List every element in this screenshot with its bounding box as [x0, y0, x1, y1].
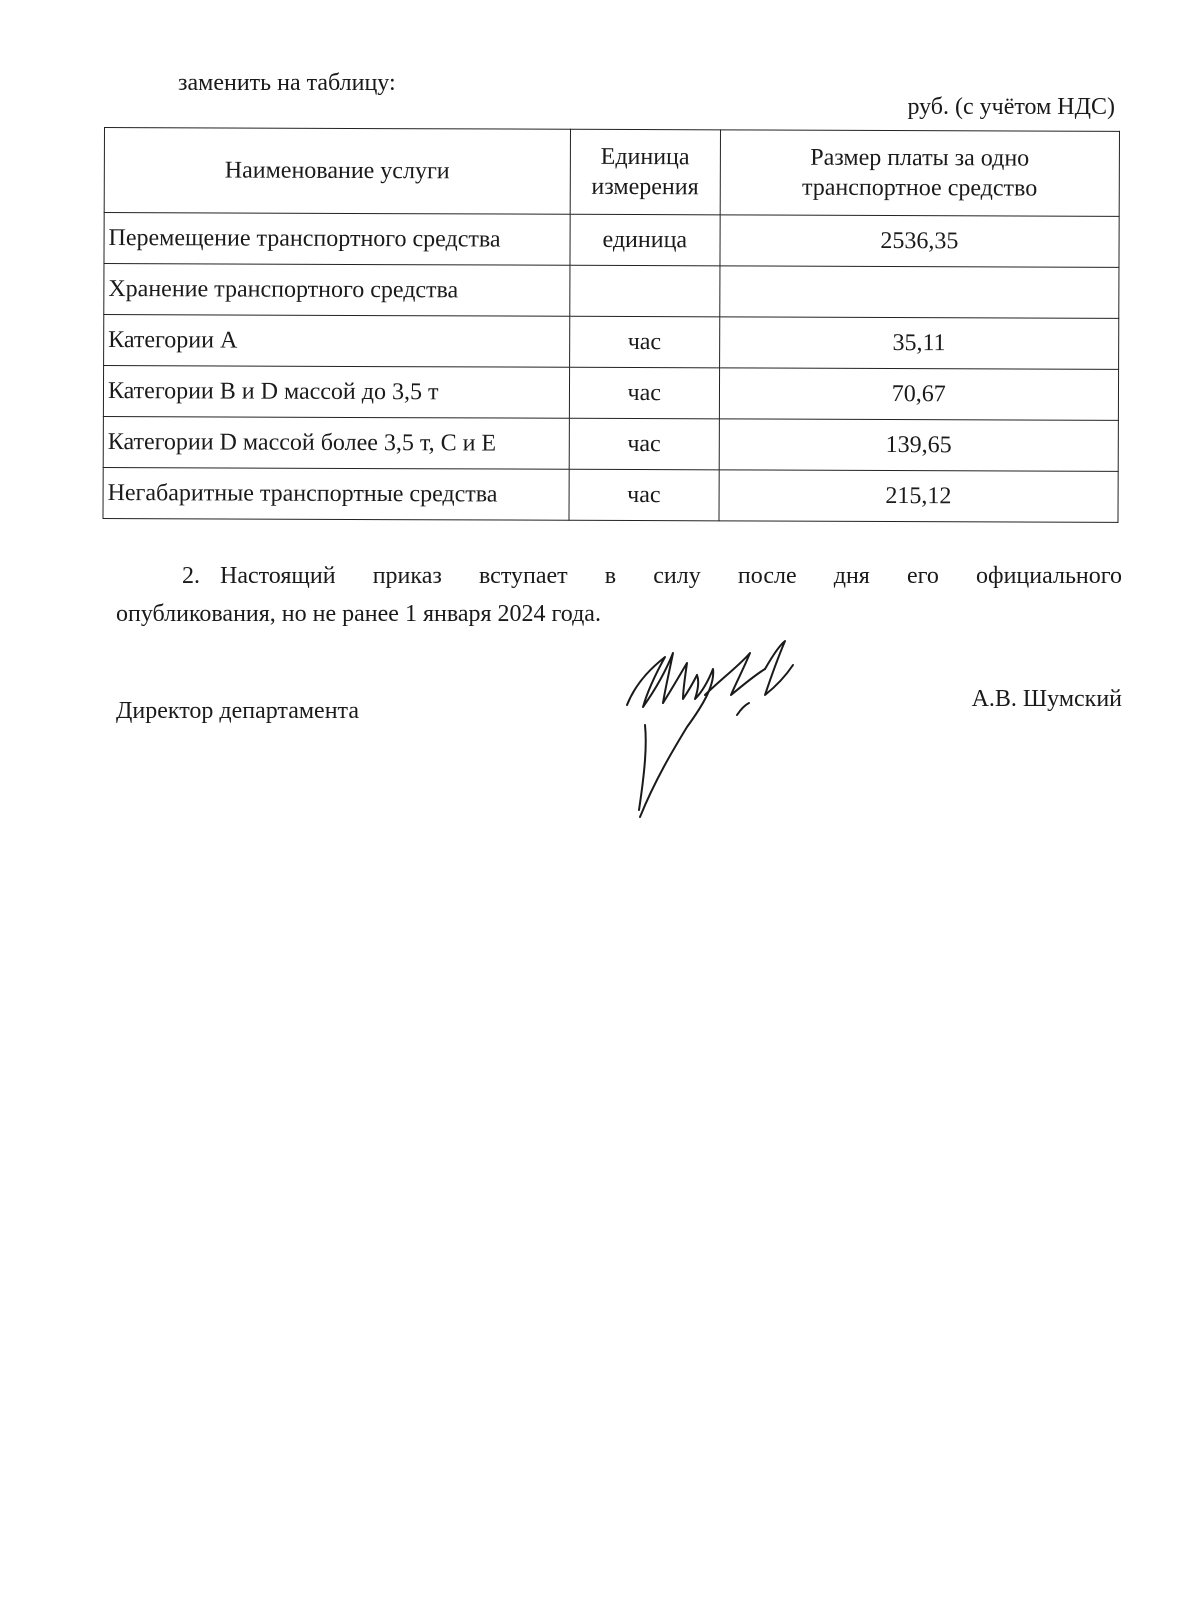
paragraph-words: Настоящий приказ вступает в силу после дня его официального — [220, 563, 1122, 589]
row-service-name: Негабаритные транспортные средства — [103, 467, 569, 520]
row-service-name: Перемещение транспортного средства — [104, 213, 570, 266]
row-service-name: Хранение транспортного средства — [104, 264, 570, 317]
table-row — [103, 416, 1118, 471]
handwritten-signature — [625, 635, 815, 820]
currency-note: руб. (с учётом НДС) — [907, 94, 1115, 120]
intro-text: заменить на таблицу: — [178, 70, 396, 96]
table-row — [104, 213, 1119, 268]
row-service-name: Категории B и D массой до 3,5 т — [103, 366, 569, 419]
row-price: 2536,35 — [720, 215, 1119, 268]
header-unit: Единица измерения — [570, 129, 720, 215]
table-row — [104, 264, 1119, 319]
row-unit: час — [569, 367, 719, 419]
table-header-row — [104, 128, 1119, 217]
paragraph-number: 2. — [182, 563, 200, 589]
row-unit: единица — [570, 214, 720, 266]
row-price: 35,11 — [719, 317, 1118, 370]
row-unit: час — [569, 469, 719, 521]
row-unit: час — [569, 418, 719, 470]
paragraph-line-1 — [116, 557, 1122, 595]
tariff-table — [102, 127, 1119, 523]
paragraph-line-2: опубликования, но не ранее 1 января 2024 года. — [116, 601, 601, 627]
table-row — [103, 467, 1118, 522]
header-service: Наименование услуги — [104, 128, 570, 215]
signer-name: А.В. Шумский — [971, 686, 1122, 712]
table-row — [104, 315, 1119, 370]
row-price: 215,12 — [719, 470, 1118, 523]
table-row — [103, 366, 1118, 421]
row-unit — [570, 265, 720, 317]
signer-title: Директор департамента — [116, 698, 359, 724]
header-price: Размер платы за одно транспортное средство — [720, 130, 1120, 217]
row-unit: час — [569, 316, 719, 368]
row-price: 139,65 — [719, 419, 1118, 472]
row-price — [719, 266, 1118, 319]
row-service-name: Категории D массой более 3,5 т, C и E — [103, 416, 569, 469]
row-price: 70,67 — [719, 368, 1118, 421]
row-service-name: Категории A — [104, 315, 570, 368]
effective-date-paragraph — [116, 557, 1122, 633]
